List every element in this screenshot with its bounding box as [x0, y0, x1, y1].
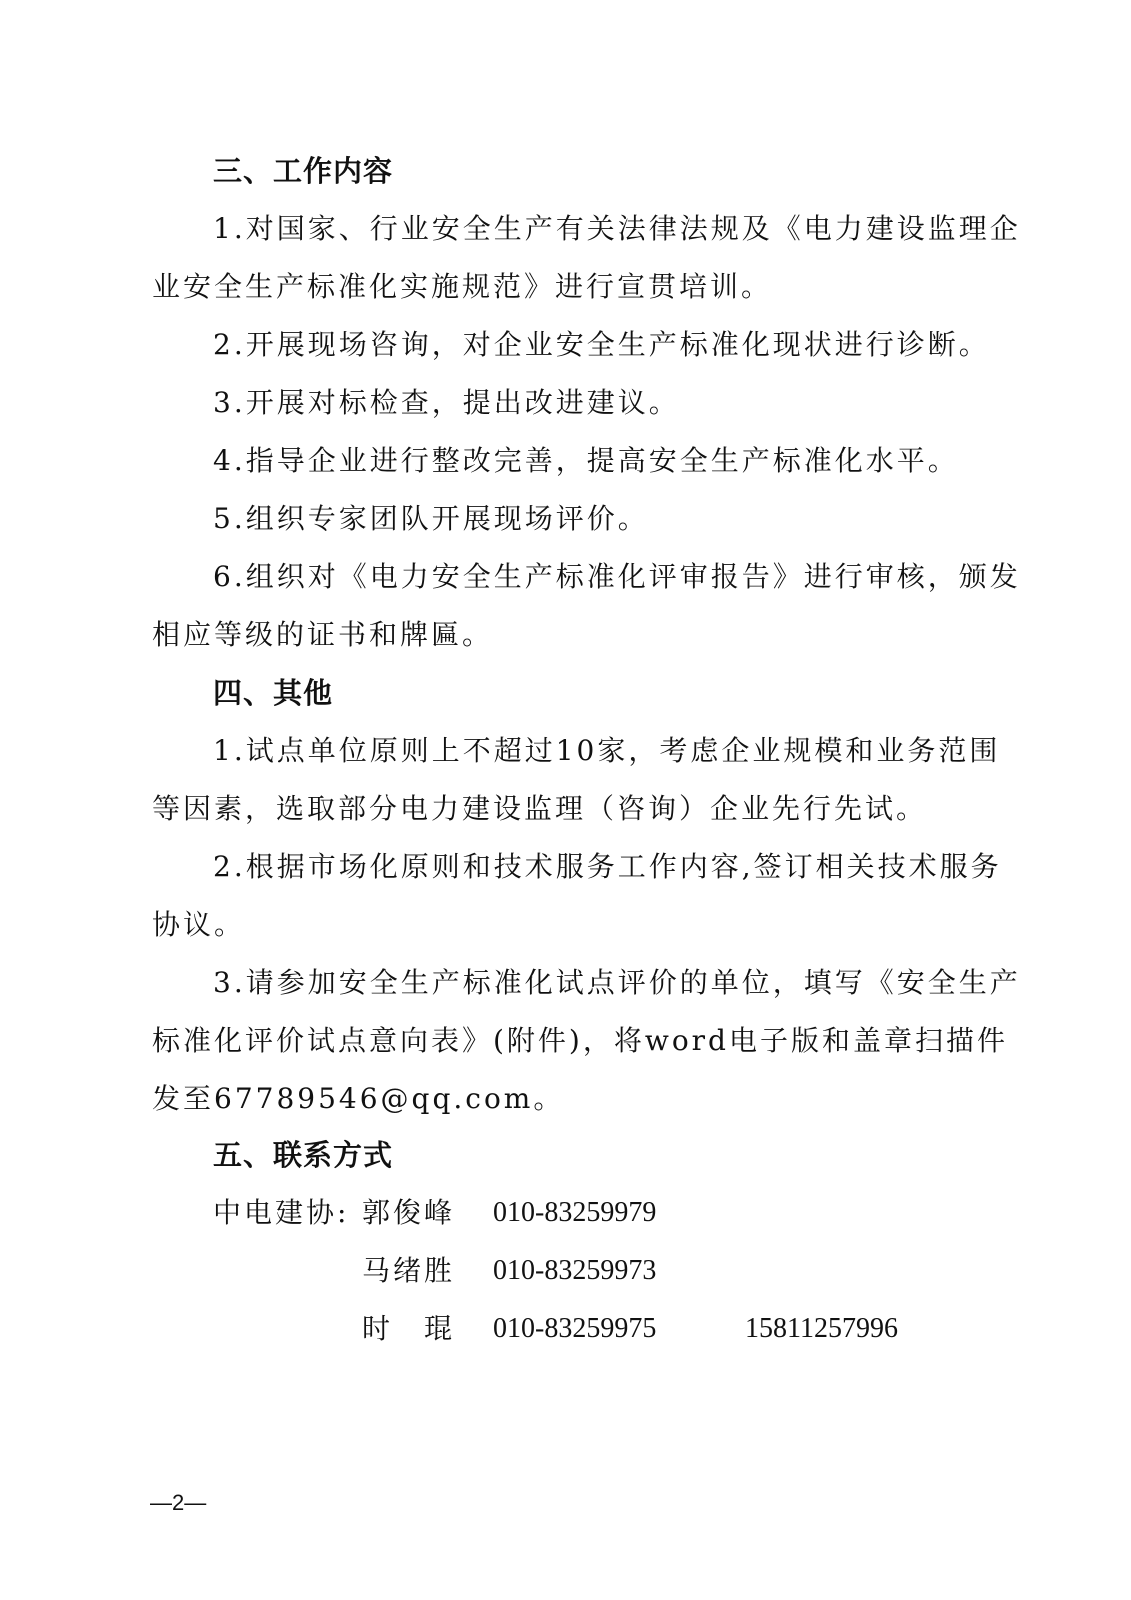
contact-organization: 中电建协:: [213, 1196, 350, 1229]
section-4-item-2-line-2: 协议。: [152, 908, 246, 941]
section-4-item-3-line-1: 3.请参加安全生产标准化试点评价的单位，填写《安全生产: [213, 966, 1021, 999]
section-4-heading: 四、其他: [213, 676, 334, 710]
section-3-item-1-line-1: 1.对国家、行业安全生产有关法律法规及《电力建设监理企: [213, 212, 1021, 245]
section-4-item-3-line-2: 标准化评价试点意向表》(附件)，将word电子版和盖章扫描件: [152, 1024, 1008, 1057]
section-4-item-1-line-2: 等因素，选取部分电力建设监理（咨询）企业先行先试。: [152, 792, 928, 825]
section-4-item-3-line-3: 发至67789546@qq.com。: [152, 1082, 565, 1115]
section-4-item-1-line-1: 1.试点单位原则上不超过10家，考虑企业规模和业务范围: [213, 734, 1001, 767]
section-4-item-2-line-1: 2.根据市场化原则和技术服务工作内容,签订相关技术服务: [213, 850, 1002, 883]
contact-name: 时 琨: [362, 1312, 456, 1345]
section-3-item-6-line-1: 6.组织对《电力安全生产标准化评审报告》进行审核，颁发: [213, 560, 1021, 593]
section-3-item-4: 4.指导企业进行整改完善，提高安全生产标准化水平。: [213, 444, 959, 477]
contact-name: 马绪胜: [362, 1254, 456, 1287]
section-3-item-2: 2.开展现场咨询，对企业安全生产标准化现状进行诊断。: [213, 328, 990, 361]
page-number: —2—: [150, 1490, 207, 1515]
section-3-heading: 三、工作内容: [213, 154, 394, 188]
contact-phone: 010-83259979: [493, 1197, 657, 1228]
section-3-item-6-line-2: 相应等级的证书和牌匾。: [152, 618, 494, 651]
section-3-item-3: 3.开展对标检查，提出改进建议。: [213, 386, 680, 419]
contact-phone: 010-83259975: [493, 1313, 657, 1344]
section-3-item-1-line-2: 业安全生产标准化实施规范》进行宣贯培训。: [152, 270, 773, 303]
contact-name: 郭俊峰: [362, 1196, 456, 1229]
section-5-heading: 五、联系方式: [213, 1138, 394, 1172]
contact-phone: 010-83259973: [493, 1255, 657, 1286]
contact-mobile: 15811257996: [745, 1313, 898, 1344]
section-3-item-5: 5.组织专家团队开展现场评价。: [213, 502, 649, 535]
